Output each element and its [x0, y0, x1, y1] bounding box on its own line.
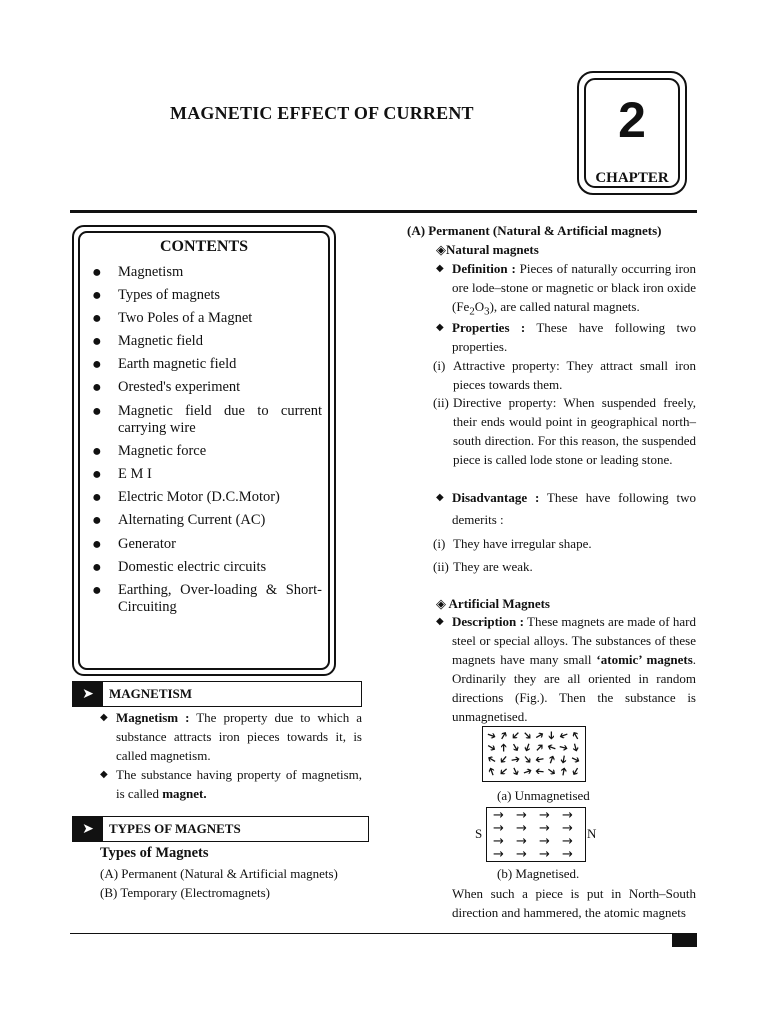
- atomic-magnet-arrow-icon: ➔: [483, 764, 500, 779]
- aligned-magnet-arrow-icon: →: [493, 834, 504, 849]
- natural-properties: ◆ Properties : These have following two properties.: [436, 320, 696, 354]
- bullet-icon: ●: [92, 310, 102, 328]
- diamond-bullet-icon: ◆: [436, 263, 444, 274]
- bullet-icon: ●: [92, 558, 102, 576]
- atomic-magnet-arrow-icon: ➔: [532, 727, 547, 744]
- pole-south-label: S: [475, 826, 483, 841]
- atomic-magnet-arrow-icon: ➔: [531, 739, 548, 756]
- pole-north-label: N: [587, 826, 597, 841]
- contents-item: ● Electric Motor (D.C.Motor): [92, 489, 280, 507]
- atomic-magnet-arrow-icon: ➔: [567, 764, 584, 779]
- types-item-temporary: (B) Temporary (Electromagnets): [100, 885, 270, 900]
- aligned-magnet-arrow-icon: →: [516, 808, 527, 823]
- magnetised-diagram: [486, 807, 586, 862]
- artificial-description: ◆ Description : These magnets are made of hard steel or special alloys. The substances of these magnets have many small ‘atomic’ magnets. Ordinarily they are all oriented in random directions (Fig.). Then the substance is unmagnetised.: [436, 614, 696, 724]
- atomic-magnet-arrow-icon: ➔: [495, 728, 512, 743]
- bullet-icon: ●: [92, 402, 102, 420]
- aligned-magnet-arrow-icon: →: [539, 821, 550, 836]
- aligned-magnet-arrow-icon: →: [516, 847, 527, 862]
- diamond-bullet-icon: ◆: [436, 322, 444, 333]
- aligned-magnet-arrow-icon: →: [539, 834, 550, 849]
- atomic-magnet-arrow-icon: ➔: [545, 730, 559, 741]
- contents-item: ● Magnetism: [92, 264, 184, 281]
- bullet-icon: ●: [92, 264, 102, 281]
- bottom-rule: [70, 933, 697, 934]
- property-directive: (ii) Directive property: When suspended freely, their ends would point in geographical north–south direction. For this reason, the suspended piece is called lode stone or leading stone.: [433, 395, 696, 467]
- atomic-magnet-arrow-icon: ➔: [544, 763, 560, 780]
- diamond-bullet-icon: ◆: [100, 769, 108, 780]
- contents-item: ● Magnetic field: [92, 333, 203, 351]
- demerit-weak: (ii) They are weak.: [433, 559, 533, 574]
- atomic-magnet-arrow-icon: ➔: [545, 739, 559, 756]
- contents-item: ● Magnetic field due to current carrying wire: [92, 402, 322, 437]
- contents-heading: CONTENTS: [160, 238, 249, 255]
- aligned-magnet-arrow-icon: →: [516, 821, 527, 836]
- types-subheading: Types of Magnets: [100, 845, 209, 861]
- atomic-magnet-arrow-icon: ➔: [497, 742, 511, 753]
- atomic-magnet-arrow-icon: ➔: [495, 751, 512, 768]
- magnet-definition: ◆ The substance having property of magnetism, is called magnet.: [100, 767, 362, 801]
- natural-magnets-heading: ◈Natural magnets: [436, 242, 539, 258]
- bullet-icon: ●: [92, 581, 102, 599]
- chapter-label: CHAPTER: [595, 170, 669, 186]
- contents-list: [90, 264, 322, 622]
- atomic-magnet-arrow-icon: ➔: [507, 764, 524, 779]
- natural-definition: ◆ Definition : Pieces of naturally occurring iron ore lode–stone or magnetic or black iron oxide $(Fe_2O_3)$, are called natural magnets.: [436, 261, 696, 318]
- atomic-magnet-arrow-icon: ➔: [557, 727, 571, 744]
- diamond-outline-icon: ◈: [436, 243, 446, 258]
- property-attractive: (i) Attractive property: They attract small iron pieces towards them.: [433, 358, 696, 392]
- aligned-magnet-arrow-icon: →: [562, 821, 573, 836]
- unmagnetised-diagram: [482, 726, 586, 782]
- aligned-magnet-arrow-icon: →: [539, 808, 550, 823]
- bullet-icon: ●: [92, 535, 102, 553]
- atomic-magnet-arrow-icon: ➔: [507, 740, 524, 755]
- section-label: MAGNETISM: [109, 686, 193, 701]
- atomic-magnet-arrow-icon: ➔: [521, 763, 535, 780]
- aligned-magnet-arrow-icon: →: [493, 808, 504, 823]
- atomic-magnet-arrow-icon: ➔: [519, 740, 536, 755]
- aligned-magnet-arrow-icon: →: [562, 808, 573, 823]
- atomic-magnet-arrow-icon: ➔: [556, 753, 571, 766]
- aligned-magnet-arrow-icon: →: [493, 821, 504, 836]
- chapter-title: MAGNETIC EFFECT OF CURRENT: [170, 103, 474, 123]
- bullet-icon: ●: [92, 379, 102, 397]
- magnetism-section-header: [72, 681, 362, 707]
- bullet-icon: ●: [92, 466, 102, 484]
- atomic-magnet-arrow-icon: ➔: [519, 751, 536, 768]
- atomic-magnet-arrow-icon: ➔: [557, 740, 570, 755]
- contents-item: ● Earth magnetic field: [92, 356, 237, 374]
- artificial-magnets-heading: ◈ Artificial Magnets: [436, 596, 550, 612]
- bullet-icon: ●: [92, 489, 102, 507]
- atomic-magnet-arrow-icon: ➔: [556, 765, 571, 778]
- aligned-magnet-arrow-icon: →: [493, 847, 504, 862]
- types-section-header: [72, 816, 369, 842]
- atomic-magnet-arrow-icon: ➔: [484, 739, 499, 756]
- contents-item: ● Orested's experiment: [92, 379, 241, 397]
- contents-item: ● Alternating Current (AC): [92, 512, 266, 530]
- permanent-heading: (A) Permanent (Natural & Artificial magnets): [407, 223, 662, 238]
- atomic-magnet-arrow-icon: ➔: [568, 751, 583, 768]
- demerit-shape: (i) They have irregular shape.: [433, 536, 592, 551]
- contents-item: ● Types of magnets: [92, 287, 221, 305]
- chapter-badge: [577, 71, 687, 195]
- aligned-magnet-arrow-icon: →: [562, 847, 573, 862]
- magnetism-definition: ◆ Magnetism : The property due to which a substance attracts iron pieces towards it, is called magnetism.: [100, 710, 362, 763]
- aligned-magnet-arrow-icon: →: [539, 847, 550, 862]
- contents-item: ● E M I: [92, 466, 152, 484]
- natural-disadvantage: ◆ Disadvantage : These have following two demerits :: [436, 487, 696, 531]
- bullet-icon: ●: [92, 512, 102, 530]
- top-rule: [70, 210, 697, 213]
- types-item-permanent: (A) Permanent (Natural & Artificial magnets): [100, 866, 338, 881]
- caption-unmagnetised: (a) Unmagnetised: [497, 788, 590, 803]
- page-number-tab: [672, 934, 697, 947]
- bullet-icon: ●: [92, 356, 102, 374]
- atomic-magnet-arrow-icon: ➔: [495, 763, 512, 780]
- contents-item: ● Magnetic force: [92, 443, 207, 461]
- aligned-magnet-arrow-icon: →: [516, 834, 527, 849]
- caption-magnetised: (b) Magnetised.: [497, 866, 580, 881]
- contents-item: ● Domestic electric circuits: [92, 558, 267, 576]
- diamond-bullet-icon: ◆: [436, 492, 444, 503]
- atomic-magnet-arrow-icon: ➔: [509, 752, 522, 767]
- atomic-magnet-arrow-icon: ➔: [534, 764, 545, 779]
- atomic-magnet-arrow-icon: ➔: [543, 752, 560, 767]
- aligned-magnet-arrow-icon: →: [562, 834, 573, 849]
- atomic-magnet-arrow-icon: ➔: [568, 741, 584, 754]
- diamond-bullet-icon: ◆: [436, 616, 444, 627]
- atomic-magnet-arrow-icon: ➔: [507, 727, 524, 744]
- arrow-right-icon: ➤: [73, 817, 103, 841]
- atomic-magnet-arrow-icon: ➔: [533, 752, 546, 767]
- section-label: TYPES OF MAGNETS: [109, 821, 241, 836]
- bullet-icon: ●: [92, 287, 102, 305]
- atomic-magnet-arrow-icon: ➔: [484, 751, 499, 768]
- contents-item: ● Two Poles of a Magnet: [92, 310, 253, 328]
- atomic-magnet-arrow-icon: ➔: [519, 727, 536, 744]
- atomic-magnet-arrow-icon: ➔: [485, 727, 499, 744]
- arrow-right-icon: ➤: [73, 682, 103, 706]
- contents-item: ● Generator: [92, 535, 176, 553]
- contents-item: ● Earthing, Over-loading & Short-Circuiting: [92, 581, 322, 616]
- diamond-outline-icon: ◈: [436, 597, 446, 612]
- diamond-bullet-icon: ◆: [100, 712, 108, 723]
- atomic-magnet-arrow-icon: ➔: [567, 728, 584, 743]
- chapter-badge-inner: [584, 78, 680, 188]
- chapter-number: 2: [618, 92, 646, 148]
- bullet-icon: ●: [92, 443, 102, 461]
- bullet-icon: ●: [92, 333, 102, 351]
- hammering-text: When such a piece is put in North–South direction and hammered, the atomic magnets: [452, 886, 696, 920]
